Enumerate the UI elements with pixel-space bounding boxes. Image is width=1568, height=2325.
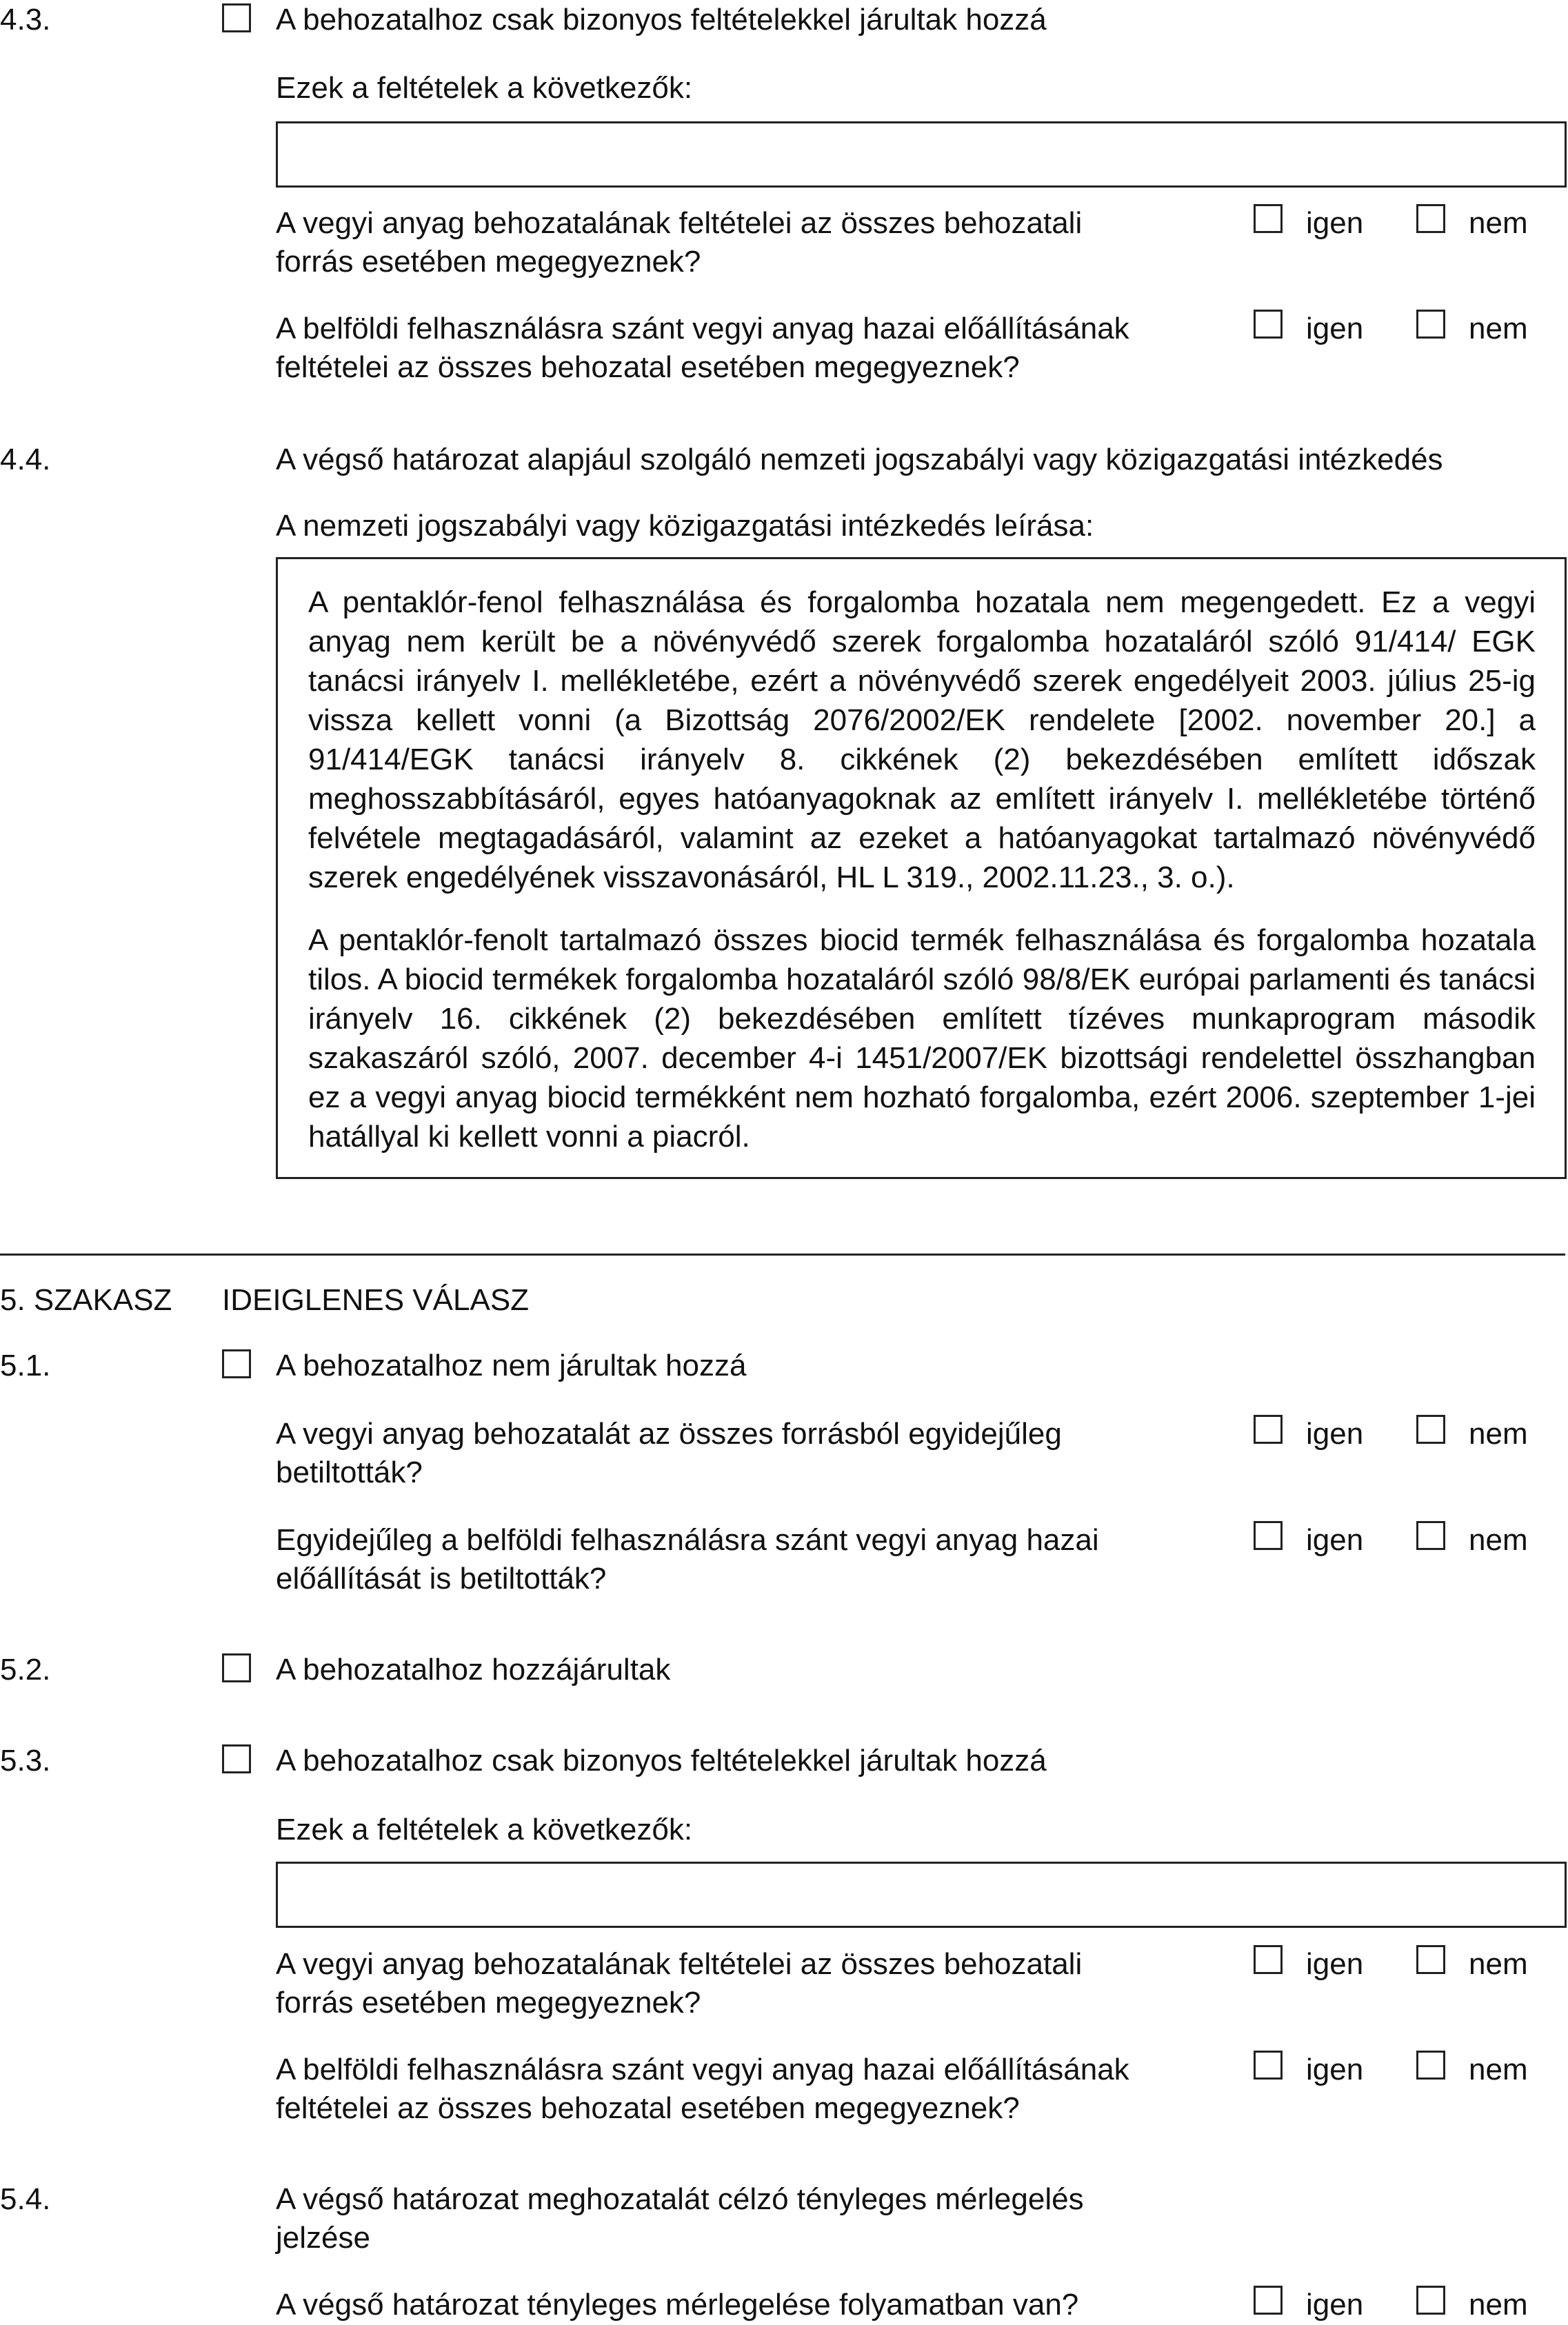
section-4-3-question-1: A vegyi anyag behozatalának feltételei az összes behozatali	[276, 206, 1083, 240]
section-4-4-number: 4.4.	[0, 443, 51, 476]
no-label: nem	[1469, 1417, 1528, 1451]
section-5-4-title: A végső határozat meghozatalát célzó tényleges mérlegelés	[276, 2182, 1084, 2216]
section-4-4-description-label: A nemzeti jogszabályi vagy közigazgatási intézkedés leírása:	[276, 509, 1094, 543]
section-5-3-q2-no-checkbox[interactable]	[1416, 2051, 1445, 2080]
yes-label: igen	[1306, 1523, 1364, 1557]
section-4-3-conditions-field[interactable]	[276, 121, 1567, 188]
section-4-4-description-box	[276, 557, 1567, 1179]
section-5-1-question-2: Egyidejűleg a belföldi felhasználásra szánt vegyi anyag hazai	[276, 1523, 1099, 1557]
yes-label: igen	[1306, 1947, 1364, 1981]
section-5-4-number: 5.4.	[0, 2182, 51, 2216]
no-label: nem	[1469, 206, 1528, 240]
no-label: nem	[1469, 1523, 1528, 1557]
section-5-1-q2-no-checkbox[interactable]	[1416, 1521, 1445, 1550]
section-divider	[0, 1254, 1565, 1256]
yes-label: igen	[1306, 2053, 1364, 2086]
section-5-1-q1-yes-checkbox[interactable]	[1254, 1415, 1283, 1444]
yes-label: igen	[1306, 206, 1364, 240]
section-4-3-conditions-label: Ezek a feltételek a következők:	[276, 71, 693, 105]
no-label: nem	[1469, 2288, 1528, 2322]
section-4-3-q2-yes-checkbox[interactable]	[1254, 310, 1283, 339]
section-5-1-checkbox[interactable]	[222, 1349, 251, 1378]
section-5-4-question-1: A végső határozat tényleges mérlegelése folyamatban van?	[276, 2288, 1079, 2322]
section-5-3-conditions-field[interactable]	[276, 1862, 1567, 1928]
description-paragraph-2: A pentaklór-fenolt tartalmazó összes biocid termék felhasználása és forgalomba hozatala tilos. A biocid termékek forgalomba hozataláról szóló 98/8/EK európai parlamenti és tanácsi irányelv 16. cikkének (2) bekezdésében említett tízéves munkaprogram második szakaszáról szóló, 2007. december 4-i 1451/2007/EK bizottsági rendelettel összhangban ez a vegyi anyag biocid termékként nem hozható forgalomba, ezért 2006. szeptember 1-jei hatállyal ki kellett vonni a piacról.	[308, 923, 1536, 1154]
section-5-heading-number: 5. SZAKASZ	[0, 1283, 172, 1317]
section-5-1-question-1-cont: betiltották?	[276, 1456, 423, 1489]
no-label: nem	[1469, 1947, 1528, 1981]
section-5-3-q1-no-checkbox[interactable]	[1416, 1945, 1445, 1974]
section-4-3-question-2: A belföldi felhasználásra szánt vegyi anyag hazai előállításának	[276, 312, 1129, 345]
section-4-3-q2-no-checkbox[interactable]	[1416, 310, 1445, 339]
section-5-3-question-1-cont: forrás esetében megegyeznek?	[276, 1986, 701, 2020]
yes-label: igen	[1306, 1417, 1364, 1451]
section-5-2-checkbox[interactable]	[222, 1653, 251, 1682]
description-paragraph-1: A pentaklór-fenol felhasználása és forgalomba hozatala nem megengedett. Ez a vegyi anyag nem került be a növényvédő szerek forgalomba hozataláról szóló 91/414/ EGK tanácsi irányelv I. mellékletébe, ezért a növényvédő szerek engedélyeit 2003. július 25-ig vissza kellett vonni (a Bizottság 2076/2002/EK rendelete [2002. november 20.] a 91/414/EGK tanácsi irányelv 8. cikkének (2) bekezdésében említett időszak meghosszabbításáról, egyes hatóanyagoknak az említett irányelv I. mellékletébe történő felvétele megtagadásáról, valamint az ezeket a hatóanyagokat tartalmazó növényvédő szerek engedélyének visszavonásáról, HL L 319., 2002.11.23., 3. o.).	[308, 585, 1536, 894]
section-5-3-q1-yes-checkbox[interactable]	[1254, 1945, 1283, 1974]
section-5-3-number: 5.3.	[0, 1744, 51, 1778]
section-4-3-title: A behozatalhoz csak bizonyos feltételekkel járultak hozzá	[276, 3, 1047, 37]
section-4-3-question-1-cont: forrás esetében megegyeznek?	[276, 245, 701, 279]
section-5-1-title: A behozatalhoz nem járultak hozzá	[276, 1349, 747, 1382]
section-5-4-q1-no-checkbox[interactable]	[1416, 2286, 1445, 2315]
no-label: nem	[1469, 312, 1528, 345]
section-5-3-question-1: A vegyi anyag behozatalának feltételei az összes behozatali	[276, 1947, 1083, 1981]
section-5-2-title: A behozatalhoz hozzájárultak	[276, 1653, 671, 1687]
section-5-1-number: 5.1.	[0, 1349, 51, 1382]
section-4-3-number: 4.3.	[0, 3, 51, 37]
section-4-3-question-2-cont: feltételei az összes behozatal esetében megegyeznek?	[276, 350, 1020, 384]
yes-label: igen	[1306, 2288, 1364, 2322]
section-5-3-q2-yes-checkbox[interactable]	[1254, 2051, 1283, 2080]
section-5-1-q2-yes-checkbox[interactable]	[1254, 1521, 1283, 1550]
section-5-2-number: 5.2.	[0, 1653, 51, 1687]
section-5-3-conditions-label: Ezek a feltételek a következők:	[276, 1813, 693, 1846]
section-5-heading-title: IDEIGLENES VÁLASZ	[222, 1283, 530, 1317]
section-5-4-q1-yes-checkbox[interactable]	[1254, 2286, 1283, 2315]
yes-label: igen	[1306, 312, 1364, 345]
section-5-1-q1-no-checkbox[interactable]	[1416, 1415, 1445, 1444]
section-4-3-q1-yes-checkbox[interactable]	[1254, 204, 1283, 233]
section-5-3-title: A behozatalhoz csak bizonyos feltételekkel járultak hozzá	[276, 1744, 1047, 1778]
section-5-3-checkbox[interactable]	[222, 1744, 251, 1773]
section-5-3-question-2: A belföldi felhasználásra szánt vegyi anyag hazai előállításának	[276, 2053, 1129, 2086]
no-label: nem	[1469, 2053, 1528, 2086]
section-5-4-title-cont: jelzése	[276, 2221, 370, 2255]
section-4-3-checkbox[interactable]	[222, 3, 251, 32]
section-5-1-question-1: A vegyi anyag behozatalát az összes forrásból egyidejűleg	[276, 1417, 1062, 1451]
section-4-3-q1-no-checkbox[interactable]	[1416, 204, 1445, 233]
section-4-4-title: A végső határozat alapjául szolgáló nemzeti jogszabályi vagy közigazgatási intézkedés	[276, 443, 1443, 476]
section-5-1-question-2-cont: előállítását is betiltották?	[276, 1562, 607, 1596]
section-5-3-question-2-cont: feltételei az összes behozatal esetében megegyeznek?	[276, 2091, 1020, 2125]
